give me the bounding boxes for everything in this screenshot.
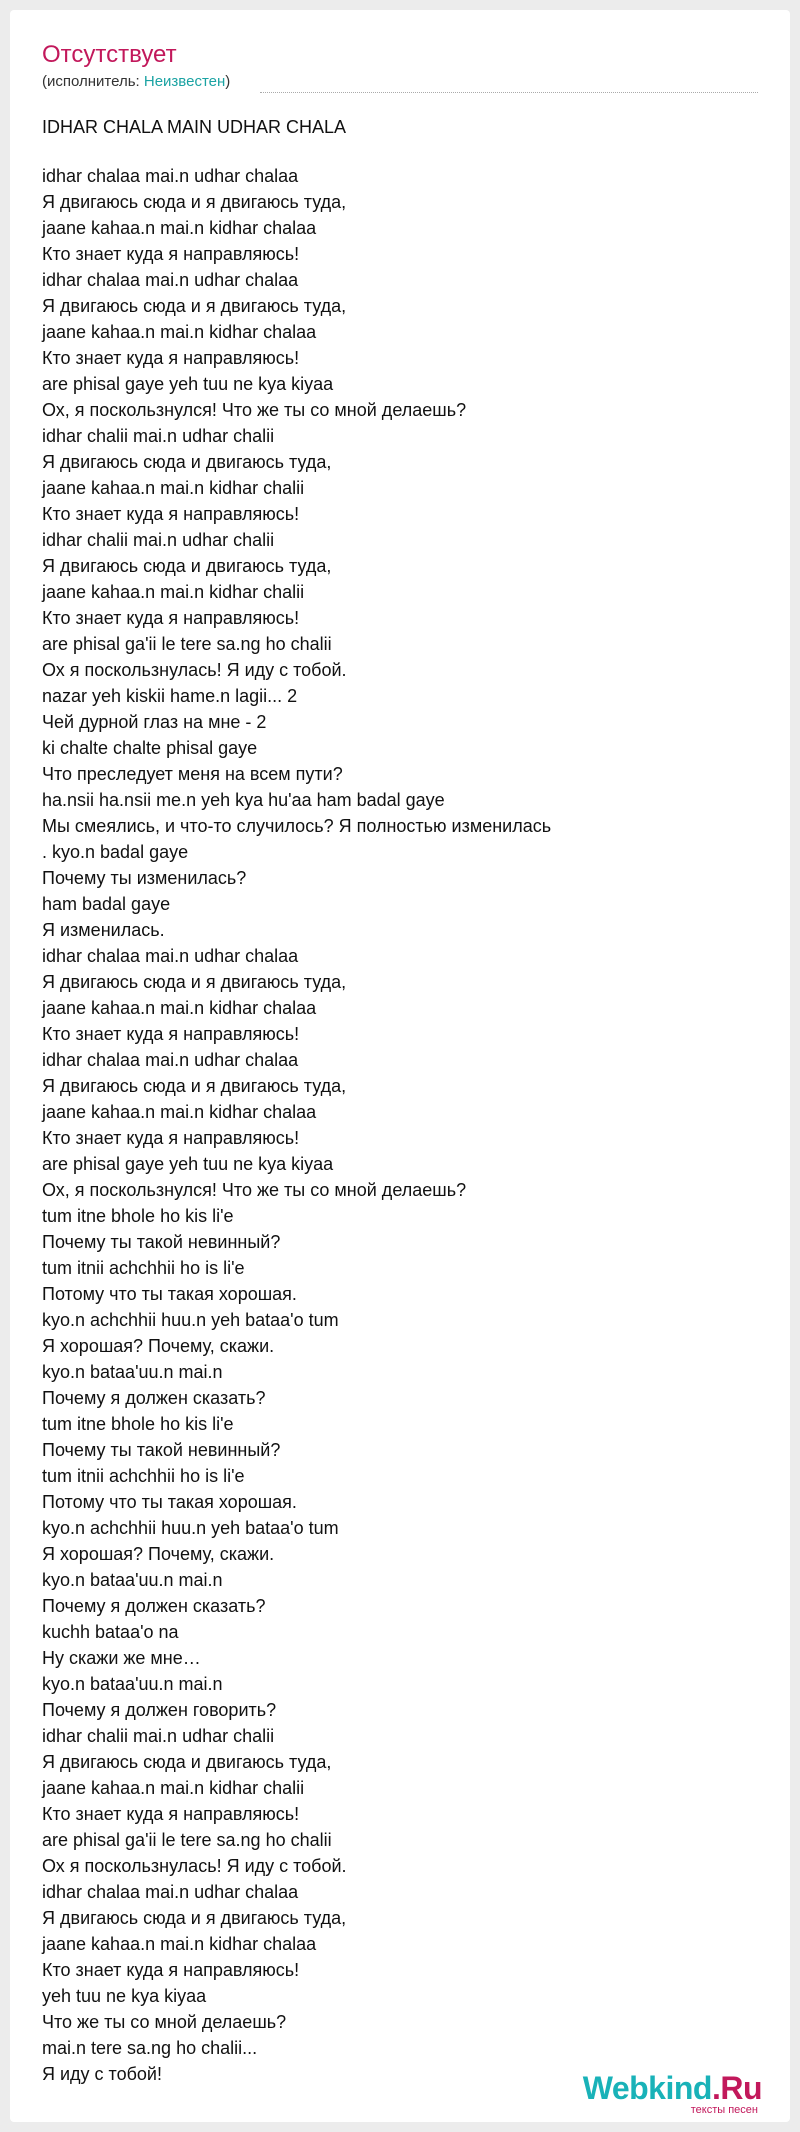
lyric-line: Потому что ты такая хорошая. (42, 1492, 297, 1512)
lyric-line: Я хорошая? Почему, скажи. (42, 1544, 275, 1564)
lyric-line: Ох, я поскользнулся! Что же ты со мной делаешь? (42, 1180, 467, 1200)
lyric-line: Почему ты такой невинный? (42, 1232, 281, 1252)
lyric-line: Я хорошая? Почему, скажи. (42, 1336, 275, 1356)
lyric-line: Мы смеялись, и что-то случилось? Я полностью изменилась (42, 816, 552, 836)
lyric-line: yeh tuu ne kya kiyaa (42, 1986, 207, 2006)
lyric-line: Ох я поскользнулась! Я иду с тобой. (42, 1856, 347, 1876)
lyric-line: Кто знает куда я направляюсь! (42, 608, 300, 628)
lyric-line: kyo.n achchhii huu.n yeh bataa'o tum (42, 1310, 339, 1330)
lyric-line: are phisal gaye yeh tuu ne kya kiyaa (42, 1154, 334, 1174)
lyric-line: jaane kahaa.n mai.n kidhar chalii (42, 582, 305, 602)
artist-prefix: (исполнитель: (42, 73, 144, 90)
lyric-line: idhar chalaa mai.n udhar chalaa (42, 166, 299, 186)
lyric-line: idhar chalii mai.n udhar chalii (42, 530, 275, 550)
lyric-line: jaane kahaa.n mai.n kidhar chalii (42, 478, 305, 498)
lyric-line: Я изменилась. (42, 920, 165, 940)
lyric-line: Я двигаюсь сюда и я двигаюсь туда, (42, 972, 347, 992)
lyric-line: Ох, я поскользнулся! Что же ты со мной делаешь? (42, 400, 467, 420)
lyric-line: kuchh bataa'o na (42, 1622, 179, 1642)
lyrics-body (42, 163, 762, 2087)
lyric-line: jaane kahaa.n mai.n kidhar chalaa (42, 1102, 317, 1122)
artist-link[interactable]: Неизвестен (143, 73, 226, 90)
lyric-line: Кто знает куда я направляюсь! (42, 1960, 300, 1980)
lyric-line: kyo.n achchhii huu.n yeh bataa'o tum (42, 1518, 339, 1538)
lyric-line: Почему ты изменилась? (42, 868, 247, 888)
lyrics-card (10, 10, 790, 2122)
lyric-line: jaane kahaa.n mai.n kidhar chalii (42, 1778, 305, 1798)
dotted-divider (260, 92, 758, 93)
lyric-line: jaane kahaa.n mai.n kidhar chalaa (42, 322, 317, 342)
lyric-line: Я иду с тобой! (42, 2064, 162, 2084)
lyric-line: Почему я должен сказать? (42, 1388, 266, 1408)
artist-suffix: ) (225, 73, 231, 90)
lyric-line: idhar chalaa mai.n udhar chalaa (42, 270, 299, 290)
logo-tld: .Ru (711, 2070, 762, 2106)
lyric-line: Чей дурной глаз на мне - 2 (42, 712, 267, 732)
lyric-line: Я двигаюсь сюда и я двигаюсь туда, (42, 1076, 347, 1096)
lyric-line: Потому что ты такая хорошая. (42, 1284, 297, 1304)
lyric-line: Кто знает куда я направляюсь! (42, 1804, 300, 1824)
logo-name: Webkind (582, 2070, 712, 2106)
lyric-line: Кто знает куда я направляюсь! (42, 1128, 300, 1148)
lyric-line: are phisal ga'ii le tere sa.ng ho chalii (42, 634, 332, 654)
lyric-line: nazar yeh kiskii hame.n lagii... 2 (42, 686, 298, 706)
lyrics-heading: IDHAR CHALA MAIN UDHAR CHALA (42, 117, 347, 137)
logo-tagline: тексты песен (690, 2104, 758, 2116)
lyric-line: tum itne bhole ho kis li'e (42, 1414, 234, 1434)
lyric-line: kyo.n bataa'uu.n mai.n (42, 1674, 223, 1694)
lyric-line: jaane kahaa.n mai.n kidhar chalaa (42, 1934, 317, 1954)
lyric-line: Кто знает куда я направляюсь! (42, 348, 300, 368)
lyric-line: kyo.n bataa'uu.n mai.n (42, 1362, 223, 1382)
lyric-line: Почему я должен говорить? (42, 1700, 277, 1720)
lyric-line: idhar chalaa mai.n udhar chalaa (42, 1050, 299, 1070)
lyric-line: ki chalte chalte phisal gaye (42, 738, 258, 758)
lyric-line: idhar chalaa mai.n udhar chalaa (42, 1882, 299, 1902)
lyric-line: idhar chalii mai.n udhar chalii (42, 426, 275, 446)
lyric-line: are phisal gaye yeh tuu ne kya kiyaa (42, 374, 334, 394)
lyric-line: ham badal gaye (42, 894, 171, 914)
lyric-line: ha.nsii ha.nsii me.n yeh kya hu'aa ham badal gaye (42, 790, 445, 810)
lyric-line: tum itnii achchhii ho is li'e (42, 1258, 245, 1278)
lyric-line: Я двигаюсь сюда и двигаюсь туда, (42, 556, 332, 576)
lyric-line: are phisal ga'ii le tere sa.ng ho chalii (42, 1830, 332, 1850)
lyric-line: Я двигаюсь сюда и двигаюсь туда, (42, 1752, 332, 1772)
site-logo[interactable] (583, 2070, 762, 2116)
lyric-line: Почему ты такой невинный? (42, 1440, 281, 1460)
lyric-line: Ну скажи же мне… (42, 1648, 201, 1668)
lyric-line: jaane kahaa.n mai.n kidhar chalaa (42, 218, 317, 238)
lyric-line: Кто знает куда я направляюсь! (42, 504, 300, 524)
lyric-line: mai.n tere sa.ng ho chalii... (42, 2038, 258, 2058)
lyric-line: Я двигаюсь сюда и двигаюсь туда, (42, 452, 332, 472)
lyric-line: tum itne bhole ho kis li'e (42, 1206, 234, 1226)
lyric-line: Ох я поскользнулась! Я иду с тобой. (42, 660, 347, 680)
lyric-line: kyo.n bataa'uu.n mai.n (42, 1570, 223, 1590)
lyric-line: idhar chalii mai.n udhar chalii (42, 1726, 275, 1746)
lyric-line: Кто знает куда я направляюсь! (42, 244, 300, 264)
lyric-line: idhar chalaa mai.n udhar chalaa (42, 946, 299, 966)
lyric-line: Почему я должен сказать? (42, 1596, 266, 1616)
song-title: Отсутствует (42, 41, 177, 68)
lyric-line: Я двигаюсь сюда и я двигаюсь туда, (42, 1908, 347, 1928)
artist-line (42, 72, 230, 92)
lyric-line: tum itnii achchhii ho is li'e (42, 1466, 245, 1486)
lyric-line: Что преследует меня на всем пути? (42, 764, 343, 784)
lyric-line: jaane kahaa.n mai.n kidhar chalaa (42, 998, 317, 1018)
lyric-line: Я двигаюсь сюда и я двигаюсь туда, (42, 296, 347, 316)
lyric-line: Кто знает куда я направляюсь! (42, 1024, 300, 1044)
lyric-line: Что же ты со мной делаешь? (42, 2012, 287, 2032)
lyric-line: . kyo.n badal gaye (42, 842, 189, 862)
lyric-line: Я двигаюсь сюда и я двигаюсь туда, (42, 192, 347, 212)
